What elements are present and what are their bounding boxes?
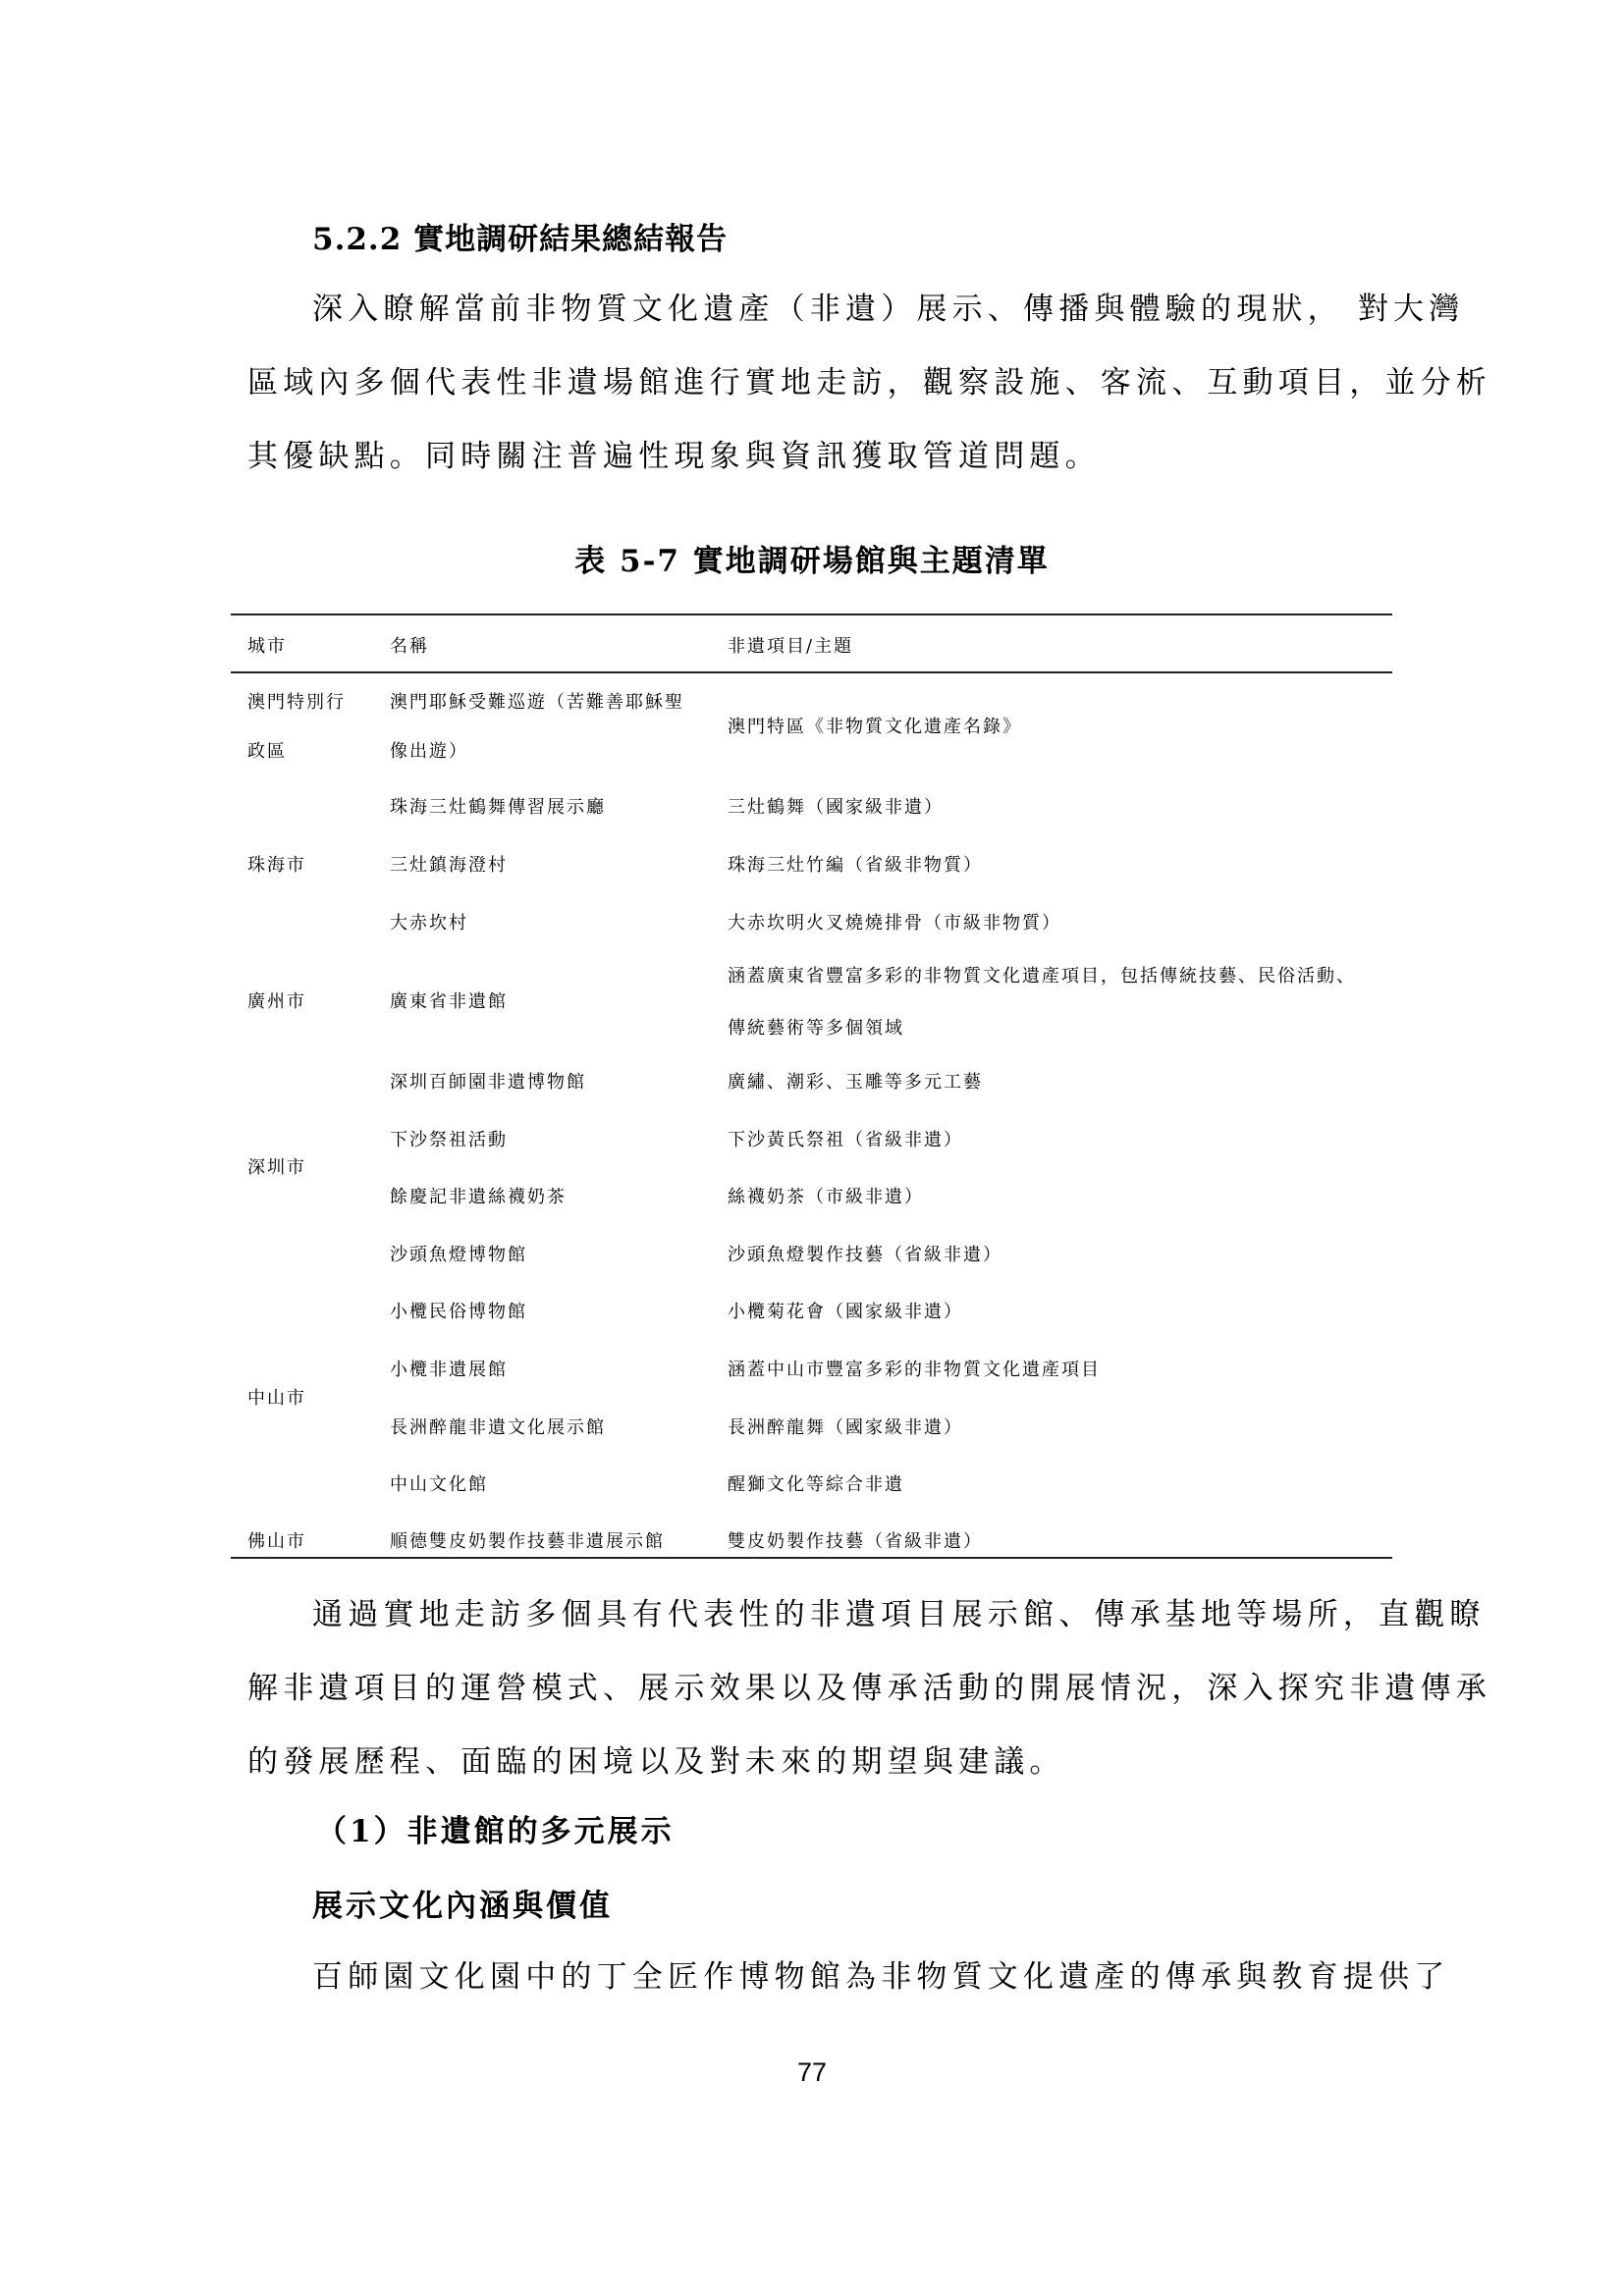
table-cell-name: 小欖民俗博物館 xyxy=(390,1302,527,1322)
paragraph-line: 解非遺項目的運營模式、展示效果以及傳承活動的開展情況，深入探究非遺傳承 xyxy=(247,1671,1491,1706)
table-cell-city: 中山市 xyxy=(247,1388,306,1409)
table-cell-theme: 醒獅文化等綜合非遺 xyxy=(728,1474,904,1495)
table-cell-theme: 涵蓋中山市豐富多彩的非物質文化遺產項目 xyxy=(728,1360,1101,1380)
table-cell-name: 大赤坎村 xyxy=(390,913,468,934)
table-cell-theme: 涵蓋廣東省豐富多彩的非物質文化遺產項目，包括傳統技藝、民俗活動、 xyxy=(728,966,1356,987)
table-cell-theme: 絲襪奶茶（市級非遺） xyxy=(728,1187,924,1207)
table-cell-theme: 下沙黃氏祭祖（省級非遺） xyxy=(728,1130,963,1150)
venue-table xyxy=(231,616,1392,1557)
intro-line: 區域內多個代表性非遺場館進行實地走訪，觀察設施、客流、互動項目，並分析 xyxy=(247,365,1491,400)
page-number: 77 xyxy=(796,2057,828,2087)
table-cell-city: 廣州市 xyxy=(247,991,306,1012)
subsection-paragraph: 百師園文化園中的丁全匠作博物館為非物質文化遺產的傳承與教育提供了 xyxy=(312,1959,1450,1995)
header-theme: 非遺項目/主題 xyxy=(728,636,854,657)
section-heading: 5.2.2 實地調研結果總結報告 xyxy=(312,222,729,257)
intro-line: 深入瞭解當前非物質文化遺產（非遺）展示、傳播與體驗的現狀， 對大灣 xyxy=(312,292,1465,327)
header-city: 城市 xyxy=(247,636,287,657)
table-cell-city: 深圳市 xyxy=(247,1157,306,1178)
table-title: 表 5-7 實地調研場館與主題清單 xyxy=(574,544,1050,579)
table-cell-city: 珠海市 xyxy=(247,855,306,876)
table-cell-theme: 大赤坎明火叉燒燒排骨（市級非物質） xyxy=(728,913,1061,934)
table-cell-theme: 傳統藝術等多個領域 xyxy=(728,1018,904,1039)
paragraph-line: 的發展歷程、面臨的困境以及對未來的期望與建議。 xyxy=(247,1744,1065,1780)
subsection-subheading: 展示文化內涵與價值 xyxy=(312,1889,613,1924)
table-cell-city: 澳門特別行 xyxy=(247,692,346,713)
table-cell-name: 沙頭魚燈博物館 xyxy=(390,1245,527,1265)
intro-paragraph xyxy=(247,273,1491,494)
table-cell-theme: 雙皮奶製作技藝（省級非遺） xyxy=(728,1531,983,1552)
table-cell-theme: 沙頭魚燈製作技藝（省級非遺） xyxy=(728,1245,1002,1265)
table-cell-name: 餘慶記非遺絲襪奶茶 xyxy=(390,1187,567,1207)
table-cell-theme: 長洲醉龍舞（國家級非遺） xyxy=(728,1417,963,1438)
table-cell-theme: 珠海三灶竹編（省級非物質） xyxy=(728,855,983,876)
table-cell-name: 長洲醉龍非遺文化展示館 xyxy=(390,1417,606,1438)
table-cell-city: 政區 xyxy=(247,741,287,762)
table-cell-theme: 小欖菊花會（國家級非遺） xyxy=(728,1302,963,1322)
table-cell-name: 小欖非遺展館 xyxy=(390,1360,508,1380)
table-cell-name: 深圳百師園非遺博物館 xyxy=(390,1072,586,1093)
table-cell-name: 廣東省非遺館 xyxy=(390,991,508,1012)
table-cell-theme: 三灶鶴舞（國家級非遺） xyxy=(728,797,944,818)
table-cell-name: 中山文化館 xyxy=(390,1474,488,1495)
table-bottom-rule xyxy=(231,1557,1392,1559)
subsection-heading: （1）非遺館的多元展示 xyxy=(316,1814,675,1849)
intro-line: 其優缺點。同時關注普遍性現象與資訊獲取管道問題。 xyxy=(247,439,1101,474)
table-cell-name: 三灶鎮海澄村 xyxy=(390,855,508,876)
table-cell-name: 珠海三灶鶴舞傳習展示廳 xyxy=(390,797,606,818)
table-top-rule xyxy=(231,614,1392,615)
paragraph-line: 通過實地走訪多個具有代表性的非遺項目展示館、傳承基地等場所，直觀瞭 xyxy=(312,1597,1486,1632)
after-table-paragraph xyxy=(247,1578,1491,1799)
header-name: 名稱 xyxy=(390,636,429,657)
table-cell-name: 像出遊） xyxy=(390,741,468,762)
table-cell-name: 澳門耶穌受難巡遊（苦難善耶穌聖 xyxy=(390,692,684,713)
table-cell-theme: 廣繡、潮彩、玉雕等多元工藝 xyxy=(728,1072,983,1093)
table-cell-theme: 澳門特區《非物質文化遺產名錄》 xyxy=(728,717,1022,737)
table-cell-city: 佛山市 xyxy=(247,1531,306,1552)
table-cell-name: 順德雙皮奶製作技藝非遺展示館 xyxy=(390,1531,665,1552)
table-cell-name: 下沙祭祖活動 xyxy=(390,1130,508,1150)
